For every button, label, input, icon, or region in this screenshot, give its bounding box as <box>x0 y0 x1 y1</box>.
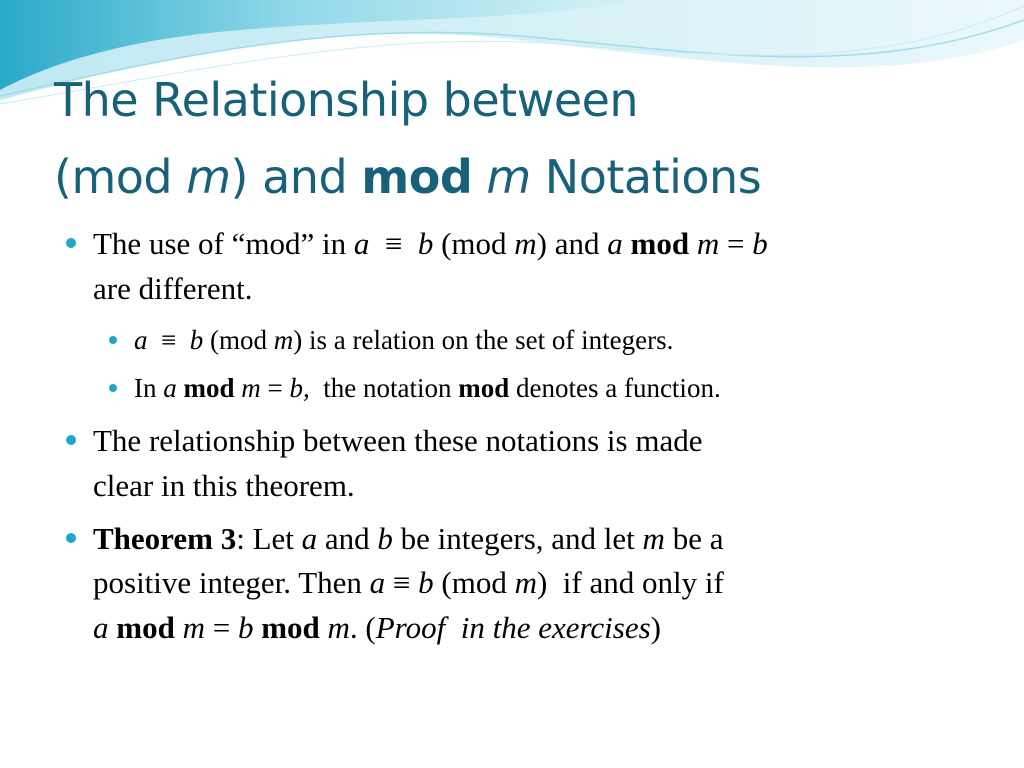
bullet-3-line-3: a mod m = b mod m. (Proof in the exercises) <box>93 610 661 645</box>
title-line-2: (mod m) and mod m Notations <box>54 150 762 204</box>
bullet-2-line-1: The relationship between these notations is made <box>93 423 703 458</box>
sub-bullet-1-text: a ≡ b (mod m) is a relation on the set of integers. <box>134 325 674 355</box>
bullet-dot-2 <box>66 435 76 445</box>
bullet-2-line-2: clear in this theorem. <box>93 468 355 503</box>
bullet-dot-3 <box>66 533 76 543</box>
title-line-1: The Relationship between <box>54 73 639 127</box>
bullet-1-line-1: The use of “mod” in a ≡ b (mod m) and a mod m = b <box>93 226 768 261</box>
sub-bullet-dot-1 <box>109 336 117 344</box>
slide-title <box>54 62 994 216</box>
sub-bullet-2-text: In a mod m = b, the notation mod denotes a function. <box>134 373 721 403</box>
bullet-3-line-2: positive integer. Then a ≡ b (mod m) if and only if <box>93 565 724 600</box>
sub-bullet-dot-2 <box>109 384 117 392</box>
bullet-3-line-1: Theorem 3: Let a and b be integers, and let m be a <box>93 521 724 556</box>
bullet-dot-1 <box>66 238 76 248</box>
bullet-1-line-2: are different. <box>93 271 253 306</box>
